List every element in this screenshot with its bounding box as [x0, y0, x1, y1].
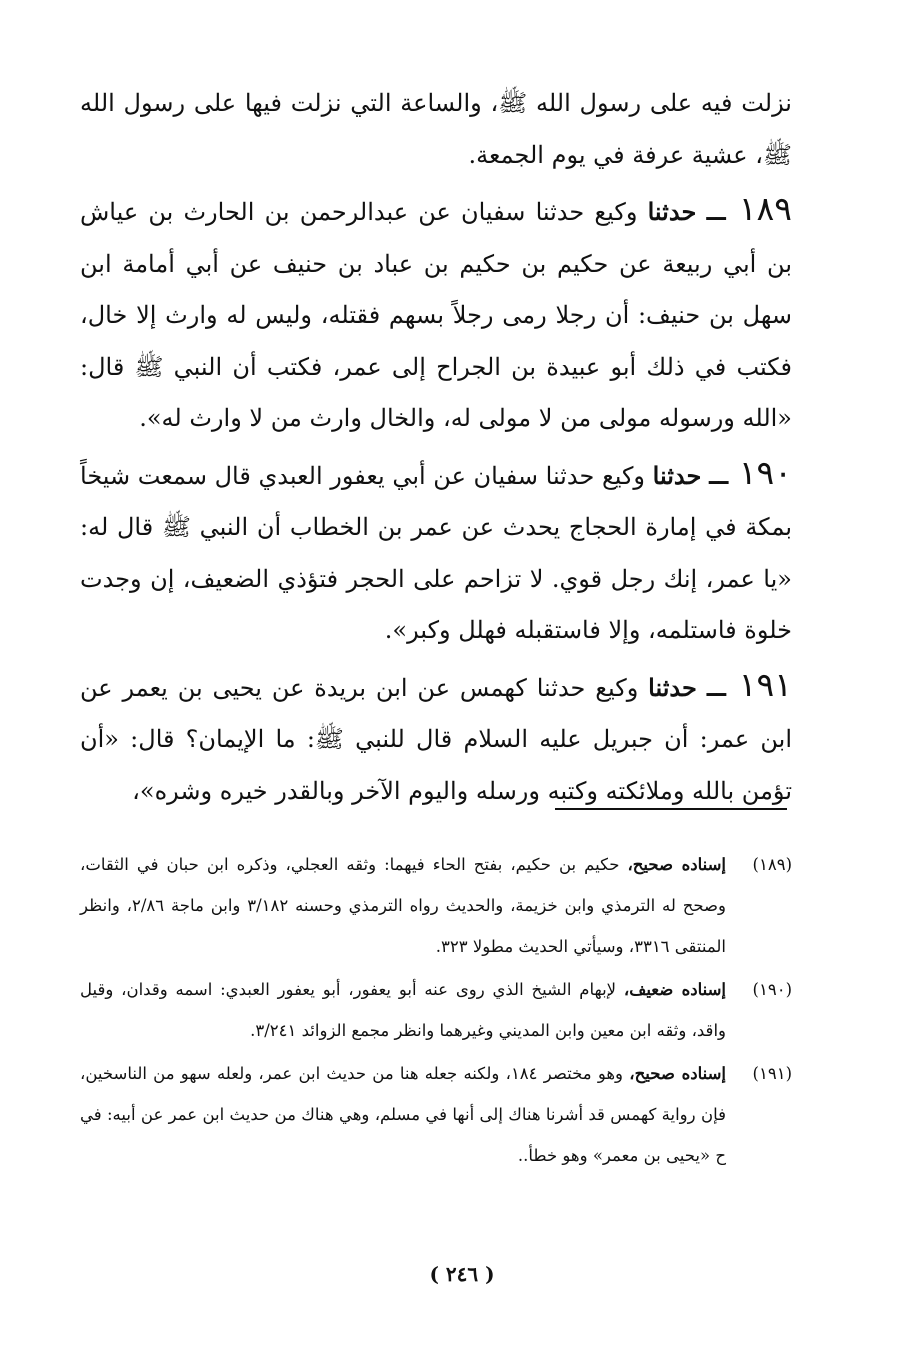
footnote-label: إسناده صحيح،	[627, 855, 726, 874]
footnote-number: (١٨٩)	[752, 855, 792, 874]
hadith-text: وكيع حدثنا سفيان عن عبدالرحمن بن الحارث بن عياش بن أبي ربيعة عن حكيم بن حكيم بن عباد بن حنيف عن أبي أمامة ابن سهل بن حنيف: أن رجلا رمى رجلاً بسهم فقتله، وليس له وارث إلا خال، فكتب في ذلك أبو عبيدة بن الجراح إلى عمر، فكتب أن النبي ﷺ قال: «الله ورسوله مولى من لا مولى له، والخال وارث من لا وارث له».	[80, 198, 792, 432]
footnote-text: لإبهام الشيخ الذي روى عنه أبو يعفور، أبو يعفور العبدي: اسمه وقدان، وقيل واقد، وثقه ابن معين وابن المديني وغيرهما وانظر مجمع الزوائد ٣/٢٤١.	[80, 980, 726, 1040]
hadith-190	[80, 447, 792, 657]
footnote-190	[80, 969, 792, 1051]
hadith-keyword: حدثنا	[652, 460, 702, 490]
footnote-label: إسناده ضعيف،	[623, 980, 726, 999]
footnote-189	[80, 844, 792, 967]
hadith-191	[80, 659, 792, 818]
hadith-number: ١٨٩ ــ	[706, 189, 793, 228]
main-text	[80, 78, 792, 817]
footnote-number: (١٩٠)	[752, 980, 792, 999]
hadith-189	[80, 183, 792, 445]
hadith-keyword: حدثنا	[648, 672, 697, 702]
hadith-text: وكيع حدثنا سفيان عن أبي يعفور العبدي قال سمعت شيخاً بمكة في إمارة الحجاج يحدث عن عمر بن الخطاب أن النبي ﷺ قال له: «يا عمر، إنك رجل قوي. لا تزاحم على الحجر فتؤذي الضعيف، إن وجدت خلوة فاستلمه، وإلا فاستقبله فهلل وكبر».	[80, 461, 792, 644]
hadith-text: وكيع حدثنا كهمس عن ابن بريدة عن يحيى بن يعمر عن ابن عمر: أن جبريل عليه السلام قال للنبي ﷺ: ما الإيمان؟ قال: «أن تؤمن بالله وملائكته وكتبه ورسله واليوم الآخر وبالقدر خيره وشره»،	[80, 673, 792, 805]
footnote-number: (١٩١)	[752, 1064, 792, 1083]
footnote-text: وهو مختصر ١٨٤، ولكنه جعله هنا من حديث ابن عمر، ولعله سهو من الناسخين، فإن رواية كهمس قد أشرنا هناك إلى أنها في مسلم، وهي هناك من حديث ابن عمر عن أبيه: في ح «يحيى بن معمر» وهو خطأ..	[80, 1064, 726, 1165]
hadith-number: ١٩٠ ــ	[708, 452, 793, 492]
footnote-label: إسناده صحيح،	[629, 1064, 726, 1083]
footnote-text: حكيم بن حكيم، بفتح الحاء فيهما: وثقه العجلي، وذكره ابن حبان في الثقات، وصحح له الترمذي وابن خزيمة، والحديث رواه الترمذي وحسنه ٣/١٨٢ وابن ماجة ٢/٨٦، وانظر المنتقى ٣٣١٦، وسيأتي الحديث مطولا ٣٢٣.	[80, 855, 726, 956]
page-number: ( ٢٤٦ )	[429, 1262, 495, 1286]
intro-paragraph: نزلت فيه على رسول الله ﷺ، والساعة التي نزلت فيها على رسول الله ﷺ، عشية عرفة في يوم الجمعة.	[80, 89, 792, 169]
footnote-divider	[555, 808, 787, 810]
footnotes	[80, 844, 792, 1176]
footnote-191	[80, 1053, 792, 1176]
hadith-number: ١٩١ ــ	[706, 664, 792, 704]
hadith-keyword: حدثنا	[647, 197, 697, 226]
